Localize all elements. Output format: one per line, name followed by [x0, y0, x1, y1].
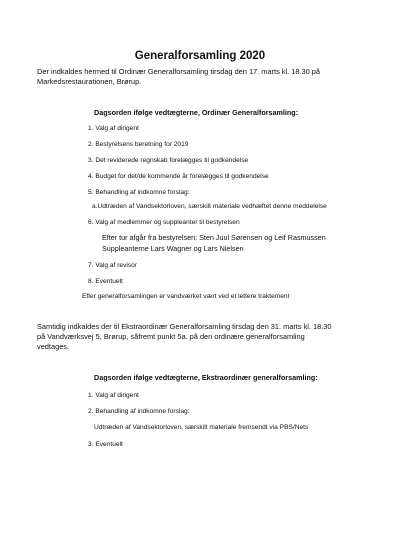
- ordinary-agenda-item: 5. Behandling af indkomne forslag:: [88, 189, 190, 196]
- extra-intro-line-3: vedtages.: [37, 342, 70, 351]
- intro-line-2: Markedsrestaurationen, Brørup.: [37, 77, 142, 86]
- ordinary-agenda-heading: Dagsorden ifølge vedtægterne, Ordinær Generalforsamling:: [94, 108, 299, 117]
- agenda-subitem-6-line-2: Suppleanterne Lars Wagner og Lars Nielsen: [102, 244, 244, 253]
- ordinary-agenda-item: 8. Eventuelt: [88, 278, 123, 285]
- ordinary-agenda-item: 4. Budget for det/de kommende år forelægges til godkendelse: [88, 173, 269, 180]
- ordinary-agenda-item: 1. Valg af dirigent: [88, 125, 139, 132]
- extra-agenda-item: 1. Valg af dirigent: [88, 392, 139, 399]
- ordinary-agenda-item: 3. Det reviderede regnskab forelægges til godkendelse: [88, 157, 249, 164]
- ordinary-agenda-item: 6. Valg af medlemmer og suppleanter til bestyrelsen: [88, 219, 240, 226]
- agenda-subitem-6-line-1: Efter tur afgår fra bestyrelsen: Sten Juul Sørensen og Leif Rasmussen: [102, 233, 326, 242]
- extra-intro-line-2: på Vandværksvej 5, Brørup, såfremt punkt 5a. på den ordinære generalforsamling: [37, 332, 305, 341]
- extra-agenda-heading: Dagsorden ifølge vedtægterne, Ekstraordinær generalforsamling:: [94, 373, 318, 382]
- ordinary-agenda-item: 2. Bestyrelsens beretning for 2019: [88, 141, 189, 148]
- page-title: Generalforsamling 2020: [134, 50, 266, 62]
- extra-intro-line-1: Samtidig indkaldes der til Ekstraordinær Generalforsamling tirsdag den 31. marts kl. 18.30: [37, 322, 332, 331]
- ordinary-agenda-item: 7. Valg af revisor: [88, 262, 137, 269]
- closing-note: Efter generalforsamlingen er vandværket vært ved et lettere traktement: [82, 293, 290, 300]
- extra-agenda-subitem-2: Udtræden af Vandsektorloven, særskilt materiale fremsendt via PBS/Nets: [94, 424, 309, 431]
- extra-agenda-item: 3. Eventuelt: [88, 441, 123, 448]
- intro-line-1: Der indkaldes hermed til Ordinær Generalforsamling tirsdag den 17. marts kl. 18.30 på: [37, 67, 321, 76]
- agenda-subitem-5a: a.Udtræden af Vandsektorloven, særskilt materiale vedhæftet denne meddelelse: [92, 203, 327, 210]
- extra-agenda-item: 2. Behandling af indkomne forslag:: [88, 408, 190, 415]
